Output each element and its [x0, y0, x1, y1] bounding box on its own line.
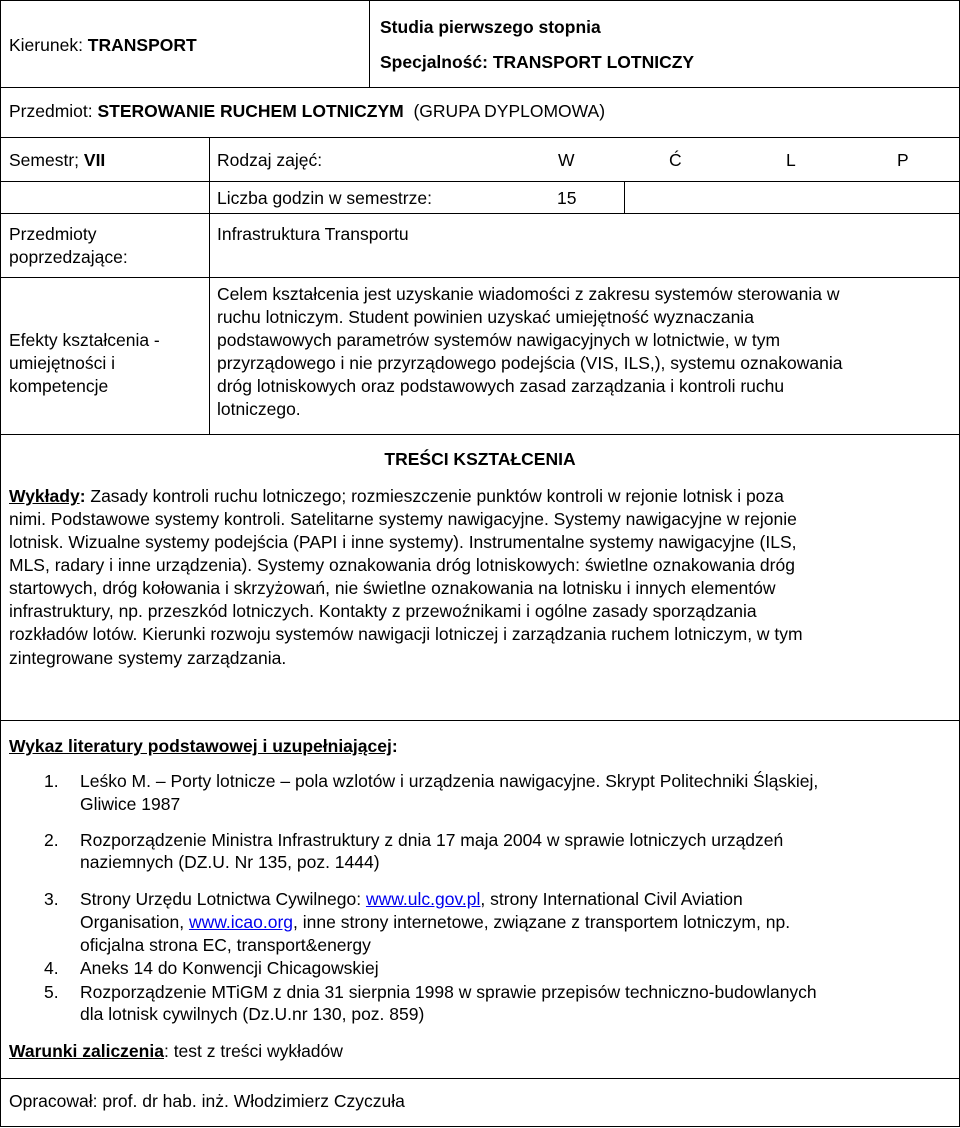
efekty-line: dróg lotniskowych oraz podstawowych zasad zarządzania i kontroli ruchu — [217, 376, 785, 396]
table-border — [0, 0, 960, 1]
lit-num: 1. — [44, 771, 59, 791]
lit-text: Organisation, — [80, 912, 189, 932]
efekty-label-1: Efekty kształcenia - — [9, 330, 160, 350]
specjalnosc-value: TRANSPORT LOTNICZY — [492, 52, 695, 72]
poprzedzajace-value: Infrastruktura Transportu — [217, 224, 409, 244]
wyklady-colon: : — [79, 486, 86, 506]
table-border — [0, 213, 960, 214]
semestr — [9, 149, 105, 171]
table-border — [0, 87, 960, 88]
wyklady-line: lotnisk. Wizualne systemy podejścia (PAPI i inne systemy). Instrumentalne systemy nawigacyjne (ILS, — [9, 532, 797, 552]
efekty-line: przyrządowego i nie przyrządowego podejścia (VIS, ILS,), systemu oznakowania — [217, 353, 843, 373]
warunki-zaliczenia — [9, 1040, 343, 1062]
rodzaj-zajec-label: Rodzaj zajęć: — [217, 150, 323, 170]
efekty-line: ruchu lotniczym. Student powinien uzyskać umiejętność wyznaczania — [217, 307, 754, 327]
lit-line — [80, 911, 790, 933]
wyklady-line: infrastruktury, np. przeszkód lotniczych. Kontakty z przewoźnikami i ogólne zasady sporządzania — [9, 601, 757, 621]
ulc-link[interactable]: www.ulc.gov.pl — [365, 889, 481, 909]
wyklady-line: nimi. Podstawowe systemy kontroli. Satelitarne systemy nawigacyjne. Systemy nawigacyjne w rejonie — [9, 509, 797, 529]
poprzedzajace-label-1: Przedmioty — [9, 224, 97, 244]
studia-level: Studia pierwszego stopnia — [380, 17, 601, 37]
literatura-title-text: Wykaz literatury podstawowej i uzupełniającej — [9, 736, 392, 756]
efekty-label-2: umiejętności i — [9, 353, 116, 373]
table-border — [0, 0, 1, 1127]
lit-text: , strony International Civil Aviation — [480, 889, 743, 909]
table-border — [0, 1078, 960, 1079]
lit-line: dla lotnisk cywilnych (Dz.U.nr 130, poz. 859) — [80, 1004, 425, 1024]
table-border — [0, 1126, 960, 1127]
liczba-godzin-w: 15 — [557, 188, 577, 208]
lit-num: 4. — [44, 958, 59, 978]
table-border — [0, 181, 960, 182]
warunki-label: Warunki zaliczenia — [9, 1041, 164, 1061]
poprzedzajace-label-2: poprzedzające: — [9, 247, 128, 267]
lit-line: Rozporządzenie Ministra Infrastruktury z dnia 17 maja 2004 w sprawie lotniczych urządzeń — [80, 830, 784, 850]
lit-line: Aneks 14 do Konwencji Chicagowskiej — [80, 958, 379, 978]
type-p: P — [897, 150, 909, 170]
kierunek-label: Kierunek: — [9, 35, 88, 55]
kierunek-value: TRANSPORT — [87, 35, 197, 55]
wyklady-line: rozkładów lotów. Kierunki rozwoju systemów nawigacji lotniczej i zarządzania ruchem lotniczym, w tym — [9, 624, 803, 644]
opracowal: Opracował: prof. dr hab. inż. Włodzimierz Czyczuła — [9, 1091, 405, 1111]
przedmiot — [9, 100, 605, 122]
literatura-colon: : — [391, 736, 398, 756]
icao-link[interactable]: www.icao.org — [188, 912, 294, 932]
table-border — [0, 434, 960, 435]
table-border — [209, 137, 210, 434]
lit-num: 3. — [44, 889, 59, 909]
przedmiot-value: STEROWANIE RUCHEM LOTNICZYM — [97, 101, 404, 121]
type-l: L — [786, 150, 796, 170]
lit-text: , inne strony internetowe, związane z transportem lotniczym, np. — [293, 912, 791, 932]
efekty-label-3: kompetencje — [9, 376, 109, 396]
przedmiot-label: Przedmiot: — [9, 101, 98, 121]
kierunek — [9, 34, 197, 56]
efekty-line: Celem kształcenia jest uzyskanie wiadomości z zakresu systemów sterowania w — [217, 284, 840, 304]
efekty-line: podstawowych parametrów systemów nawigacyjnych w lotnictwie, w tym — [217, 330, 781, 350]
lit-line: Leśko M. – Porty lotnicze – pola wzlotów i urządzenia nawigacyjne. Skrypt Politechniki Śląskiej, — [80, 771, 819, 791]
liczba-godzin-label: Liczba godzin w semestrze: — [217, 188, 432, 208]
table-border — [369, 0, 370, 87]
table-border — [0, 277, 960, 278]
table-border — [624, 181, 625, 213]
wyklady-label: Wykłady — [9, 486, 80, 506]
lit-num: 5. — [44, 982, 59, 1002]
wyklady-line: startowych, dróg kołowania i skrzyżowań, nie świetlne oznakowania na lotnisku i innych elementów — [9, 578, 776, 598]
specjalnosc-label: Specjalność: — [380, 52, 493, 72]
semestr-label: Semestr; — [9, 150, 84, 170]
lit-num: 2. — [44, 830, 59, 850]
table-border — [0, 720, 960, 721]
tresci-title: TREŚCI KSZTAŁCENIA — [384, 449, 576, 469]
wyklady-line: MLS, radary i inne urządzenia). Systemy oznakowania dróg lotniskowych: świetlne oznakowania dróg — [9, 555, 795, 575]
specjalnosc — [380, 51, 694, 73]
literatura-title — [9, 735, 398, 757]
wyklady-line: zintegrowane systemy zarządzania. — [9, 648, 287, 668]
lit-text: Strony Urzędu Lotnictwa Cywilnego: — [80, 889, 366, 909]
wyklady-first-line — [9, 485, 784, 507]
efekty-line: lotniczego. — [217, 399, 301, 419]
lit-line: Gliwice 1987 — [80, 794, 181, 814]
przedmiot-group: (GRUPA DYPLOMOWA) — [413, 101, 606, 121]
lit-line: Rozporządzenie MTiGM z dnia 31 sierpnia 1998 w sprawie przepisów techniczno-budowlanych — [80, 982, 817, 1002]
lit-line: oficjalna strona EC, transport&energy — [80, 935, 371, 955]
table-border — [0, 137, 960, 138]
lit-line — [80, 888, 743, 910]
type-c: Ć — [669, 150, 682, 170]
type-w: W — [558, 150, 575, 170]
semestr-value: VII — [83, 150, 106, 170]
warunki-text: : test z treści wykładów — [163, 1041, 343, 1061]
lit-line: naziemnych (DZ.U. Nr 135, poz. 1444) — [80, 852, 380, 872]
wyklady-text: Zasady kontroli ruchu lotniczego; rozmieszczenie punktów kontroli w rejonie lotnisk i poza — [85, 486, 784, 506]
